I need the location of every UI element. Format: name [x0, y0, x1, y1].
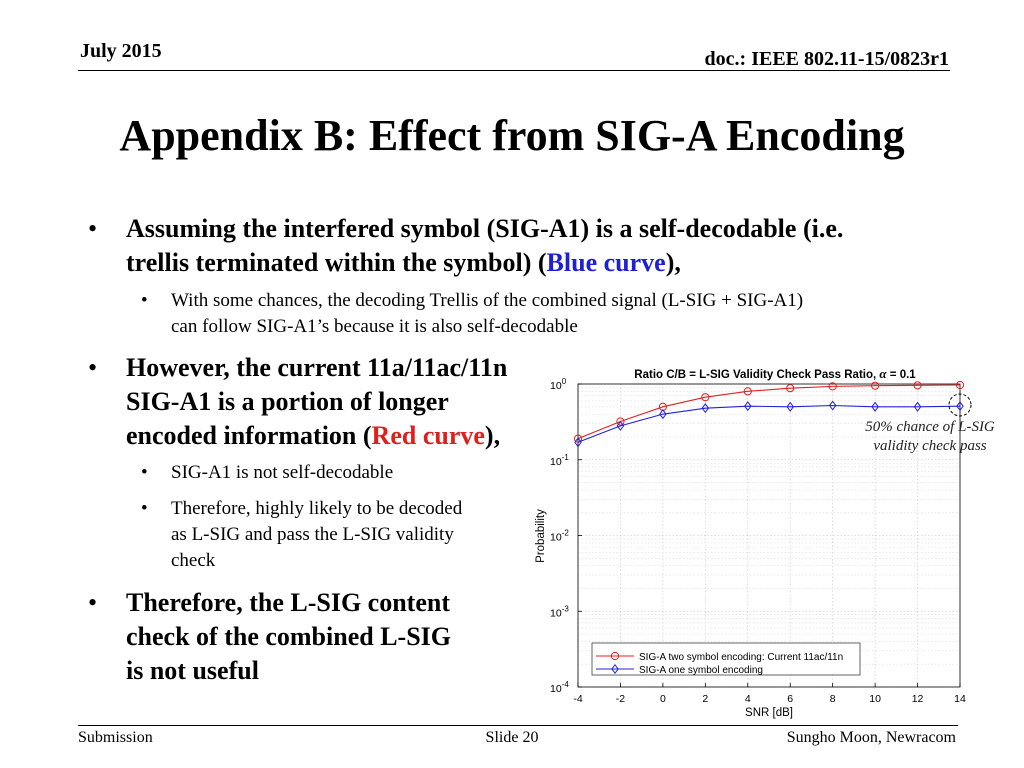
sub-bullet-2-2-line-3: check	[171, 550, 216, 571]
bullet-3-line-1: Therefore, the L-SIG content	[126, 588, 450, 617]
annotation-line-1: 50% chance of L-SIG	[865, 419, 995, 435]
bullet-2-line-1: However, the current 11a/11ac/11n	[126, 353, 508, 382]
header-divider	[78, 70, 950, 71]
bullet-1	[88, 212, 844, 280]
x-tick-label: 8	[829, 693, 836, 705]
x-tick-label: -2	[615, 693, 626, 705]
bullet-1-text-end: ),	[665, 248, 681, 277]
bullet-3-line-3: is not useful	[126, 656, 259, 685]
footer-author: Sungho Moon, Newracom	[786, 729, 956, 746]
sub-bullet-dot: •	[141, 290, 148, 311]
sub-bullet-2-2	[141, 496, 463, 574]
bullet-2-line-2: SIG-A1 is a portion of longer	[126, 387, 449, 416]
bullet-dot: •	[88, 588, 98, 617]
slide-title: Appendix B: Effect from SIG-A Encoding	[119, 111, 905, 160]
x-tick-label: 12	[911, 693, 924, 705]
legend-label-1: SIG-A two symbol encoding: Current 11ac/11n	[639, 652, 844, 663]
bullet-1-line-1: Assuming the interfered symbol (SIG-A1) is a self-decodable (i.e.	[126, 214, 844, 243]
header-date: July 2015	[80, 40, 162, 62]
bullet-1-line-2	[126, 246, 843, 280]
chart-title: Ratio C/B = L-SIG Validity Check Pass Ratio, α = 0.1	[634, 366, 916, 381]
y-tick-label: $10^{-4}$	[550, 680, 569, 695]
blue-curve-label: Blue curve	[546, 248, 666, 277]
header-doc-id: doc.: IEEE 802.11-15/0823r1	[704, 48, 949, 70]
chart-legend	[592, 643, 860, 676]
bullet-2-text: encoded information (	[126, 421, 372, 450]
sub-bullet-dot: •	[141, 462, 148, 483]
sub-bullet-2-2-line-1: Therefore, highly likely to be decoded	[171, 498, 463, 519]
x-tick-label: 6	[787, 693, 794, 705]
x-tick-label: 4	[744, 693, 751, 705]
y-tick-label: $10^0$	[550, 377, 567, 392]
sub-bullet-1-1-line-2: can follow SIG-A1’s because it is also self-decodable	[171, 316, 578, 337]
sub-bullet-1-1	[141, 288, 804, 340]
chart-annotation	[860, 418, 1000, 456]
footer-divider	[78, 725, 958, 726]
y-tick-label: $10^{-1}$	[550, 452, 569, 468]
legend-label-2: SIG-A one symbol encoding	[639, 665, 763, 676]
x-tick-label: 10	[869, 693, 881, 705]
y-tick-label: $10^{-2}$	[550, 528, 569, 544]
y-tick-label: $10^{-3}$	[550, 604, 569, 620]
sub-bullet-1-1-line-1: With some chances, the decoding Trellis of the combined signal (L-SIG + SIG-A1)	[171, 290, 804, 311]
sub-bullet-2-1-line-1: SIG-A1 is not self-decodable	[171, 462, 394, 483]
bullet-2	[88, 351, 508, 453]
bullet-1-text: trellis terminated within the symbol) (	[126, 248, 547, 277]
bullet-dot: •	[88, 214, 98, 243]
x-tick-label: 14	[954, 693, 966, 705]
annotation-line-2: validity check pass	[873, 438, 987, 454]
x-tick-label: -4	[573, 693, 583, 705]
footer-submission: Submission	[78, 729, 153, 746]
x-axis-label: SNR [dB]	[745, 707, 793, 719]
probability-chart	[530, 360, 1010, 725]
sub-bullet-2-1	[141, 460, 394, 486]
bullet-3	[88, 586, 451, 688]
red-curve-label: Red curve	[371, 421, 485, 450]
x-tick-label: 0	[659, 693, 666, 705]
x-tick-label: 2	[702, 693, 709, 705]
footer-slide-number: Slide 20	[485, 729, 539, 746]
bullet-dot: •	[88, 353, 98, 382]
bullet-2-text-end: ),	[484, 421, 501, 450]
bullet-3-line-2: check of the combined L-SIG	[126, 622, 451, 651]
bullet-2-line-3	[126, 419, 507, 453]
y-axis-label: Probability	[535, 509, 547, 563]
sub-bullet-dot: •	[141, 498, 148, 519]
chart-svg	[530, 360, 1010, 725]
sub-bullet-2-2-line-2: as L-SIG and pass the L-SIG validity	[171, 524, 454, 545]
